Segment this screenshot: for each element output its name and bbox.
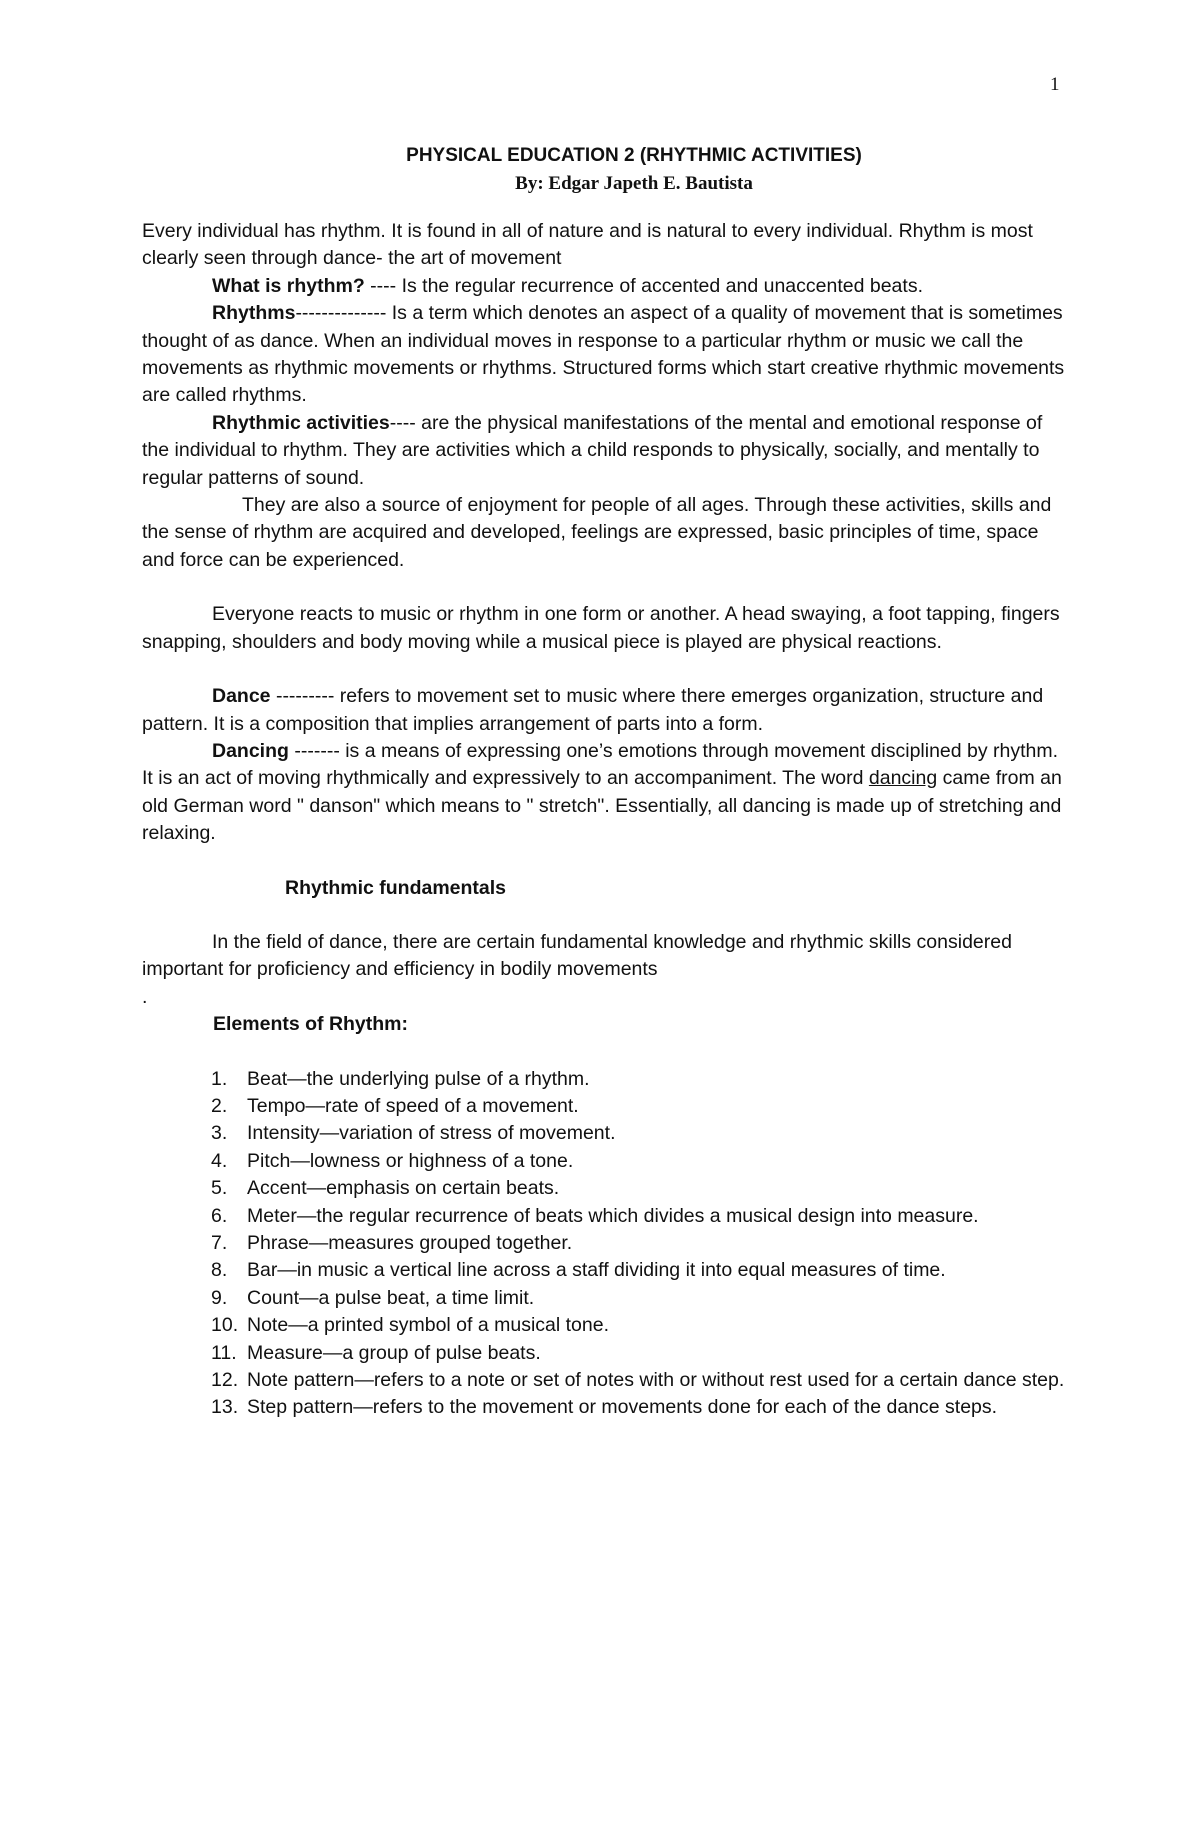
list-item — [211, 1257, 1072, 1284]
list-item — [211, 1367, 1072, 1394]
list-item-text: Meter—the regular recurrence of beats which divides a musical design into measure. — [247, 1204, 979, 1227]
list-item-text: Count—a pulse beat, a time limit. — [247, 1286, 535, 1309]
list-item-text: Beat—the underlying pulse of a rhythm. — [247, 1067, 590, 1090]
dancing-text-before: ------- is a means of expressing one’s emotions through movement disciplined by rhythm. It is an act of moving rhythmically and expressively to an accompaniment. The word — [142, 739, 1059, 790]
stray-dot: . — [142, 985, 148, 1008]
spacer — [142, 848, 1072, 875]
everyone-reacts-paragraph: Everyone reacts to music or rhythm in one form or another. A head swaying, a foot tapping, fingers snapping, shoulders and body moving while a musical piece is played are physical reactions. — [142, 603, 1060, 653]
list-item-number: 12. — [211, 1369, 239, 1392]
spacer — [142, 902, 1072, 929]
list-item — [211, 1340, 1072, 1367]
dance-term: Dance — [212, 685, 271, 708]
rhythmic-activities-text: ---- are the physical manifestations of the mental and emotional response of the individual to rhythm. They are activities which a child responds to physically, socially, and mentally to regular patterns of sound. — [142, 411, 1043, 489]
list-item-number: 4. — [211, 1149, 228, 1172]
list-item-number: 8. — [211, 1259, 228, 1282]
dancing-term: Dancing — [212, 739, 289, 762]
enjoyment-paragraph: They are also a source of enjoyment for people of all ages. Through these activities, skills and the sense of rhythm are acquired and developed, feelings are expressed, basic principles of time, space and force can be experienced. — [142, 494, 1052, 571]
document-body — [142, 218, 1072, 1422]
intro-paragraph: Every individual has rhythm. It is found in all of nature and is natural to every individual. Rhythm is most clearly seen through dance- the art of movement — [142, 220, 1033, 270]
spacer — [142, 1039, 1072, 1066]
list-item-number: 9. — [211, 1286, 228, 1309]
list-item-number: 2. — [211, 1094, 228, 1117]
list-item-number: 1. — [211, 1067, 228, 1090]
list-item-text: Note—a printed symbol of a musical tone. — [247, 1314, 610, 1337]
list-item-number: 5. — [211, 1177, 228, 1200]
list-item-text: Intensity—variation of stress of movement. — [247, 1122, 616, 1145]
list-item — [211, 1120, 1072, 1147]
list-item — [211, 1093, 1072, 1120]
dancing-underlined-word: dancing — [868, 767, 938, 790]
list-item-text: Step pattern—refers to the movement or movements done for each of the dance steps. — [247, 1396, 998, 1419]
rhythms-paragraph — [142, 300, 1072, 410]
rhythmic-activities-paragraph — [142, 410, 1072, 492]
list-item-number: 3. — [211, 1122, 228, 1145]
list-item-text: Phrase—measures grouped together. — [247, 1232, 573, 1254]
list-item — [211, 1312, 1072, 1339]
elements-heading: Elements of Rhythm: — [213, 1013, 409, 1036]
list-item — [211, 1066, 1072, 1093]
list-item-text: Pitch—lowness or highness of a tone. — [247, 1149, 574, 1172]
list-item-number: 13. — [211, 1396, 239, 1419]
list-item — [211, 1230, 1072, 1257]
list-item-number: 11. — [211, 1341, 237, 1364]
list-item — [211, 1203, 1072, 1230]
dance-text: --------- refers to movement set to music where there emerges organization, structure and pattern. It is a composition that implies arrangement of parts into a form. — [142, 685, 1044, 735]
author-byline: By: Edgar Japeth E. Bautista — [515, 173, 753, 194]
list-item — [211, 1175, 1072, 1202]
list-item-number: 6. — [211, 1204, 228, 1227]
rhythms-text: -------------- Is a term which denotes an aspect of a quality of movement that is sometimes thought of as dance. When an individual moves in response to a particular rhythm or music we call the movements as rhythmic movements or rhythms. Structured forms which start creative rhythmic movements are called rhythms. — [142, 302, 1065, 407]
spacer — [142, 656, 1072, 683]
list-item-text: Bar—in music a vertical line across a staff dividing it into equal measures of time. — [247, 1259, 946, 1282]
list-item-text: Measure—a group of pulse beats. — [247, 1341, 541, 1364]
fundamentals-paragraph: In the field of dance, there are certain fundamental knowledge and rhythmic skills considered important for proficiency and efficiency in bodily movements — [142, 930, 1012, 981]
dance-paragraph — [142, 683, 1072, 738]
fundamentals-heading: Rhythmic fundamentals — [285, 876, 507, 899]
list-item-number: 7. — [211, 1232, 228, 1254]
list-item-text: Tempo—rate of speed of a movement. — [247, 1094, 579, 1117]
document-title: PHYSICAL EDUCATION 2 (RHYTHMIC ACTIVITIES) — [406, 145, 862, 166]
list-item-text: Accent—emphasis on certain beats. — [247, 1177, 560, 1200]
elements-list — [142, 1066, 1072, 1422]
page-number: 1 — [1050, 74, 1060, 95]
list-item-number: 10. — [211, 1314, 239, 1337]
list-item — [211, 1394, 1072, 1421]
list-item — [211, 1285, 1072, 1312]
rhythms-term: Rhythms — [212, 302, 296, 325]
dancing-paragraph — [142, 738, 1072, 848]
spacer — [142, 574, 1072, 601]
what-is-rhythm-text: ---- Is the regular recurrence of accented and unaccented beats. — [364, 274, 923, 297]
list-item-text: Note pattern—refers to a note or set of notes with or without rest used for a certain dance step. — [247, 1369, 1065, 1392]
what-is-rhythm-term: What is rhythm? — [212, 274, 365, 297]
list-item — [211, 1148, 1072, 1175]
what-is-rhythm-paragraph — [142, 273, 1072, 300]
rhythmic-activities-term: Rhythmic activities — [212, 411, 390, 434]
dancing-text-after: came from an old German word " danson" which means to " stretch". Essentially, all dancing is made up of stretching and relaxing. — [142, 767, 1062, 845]
